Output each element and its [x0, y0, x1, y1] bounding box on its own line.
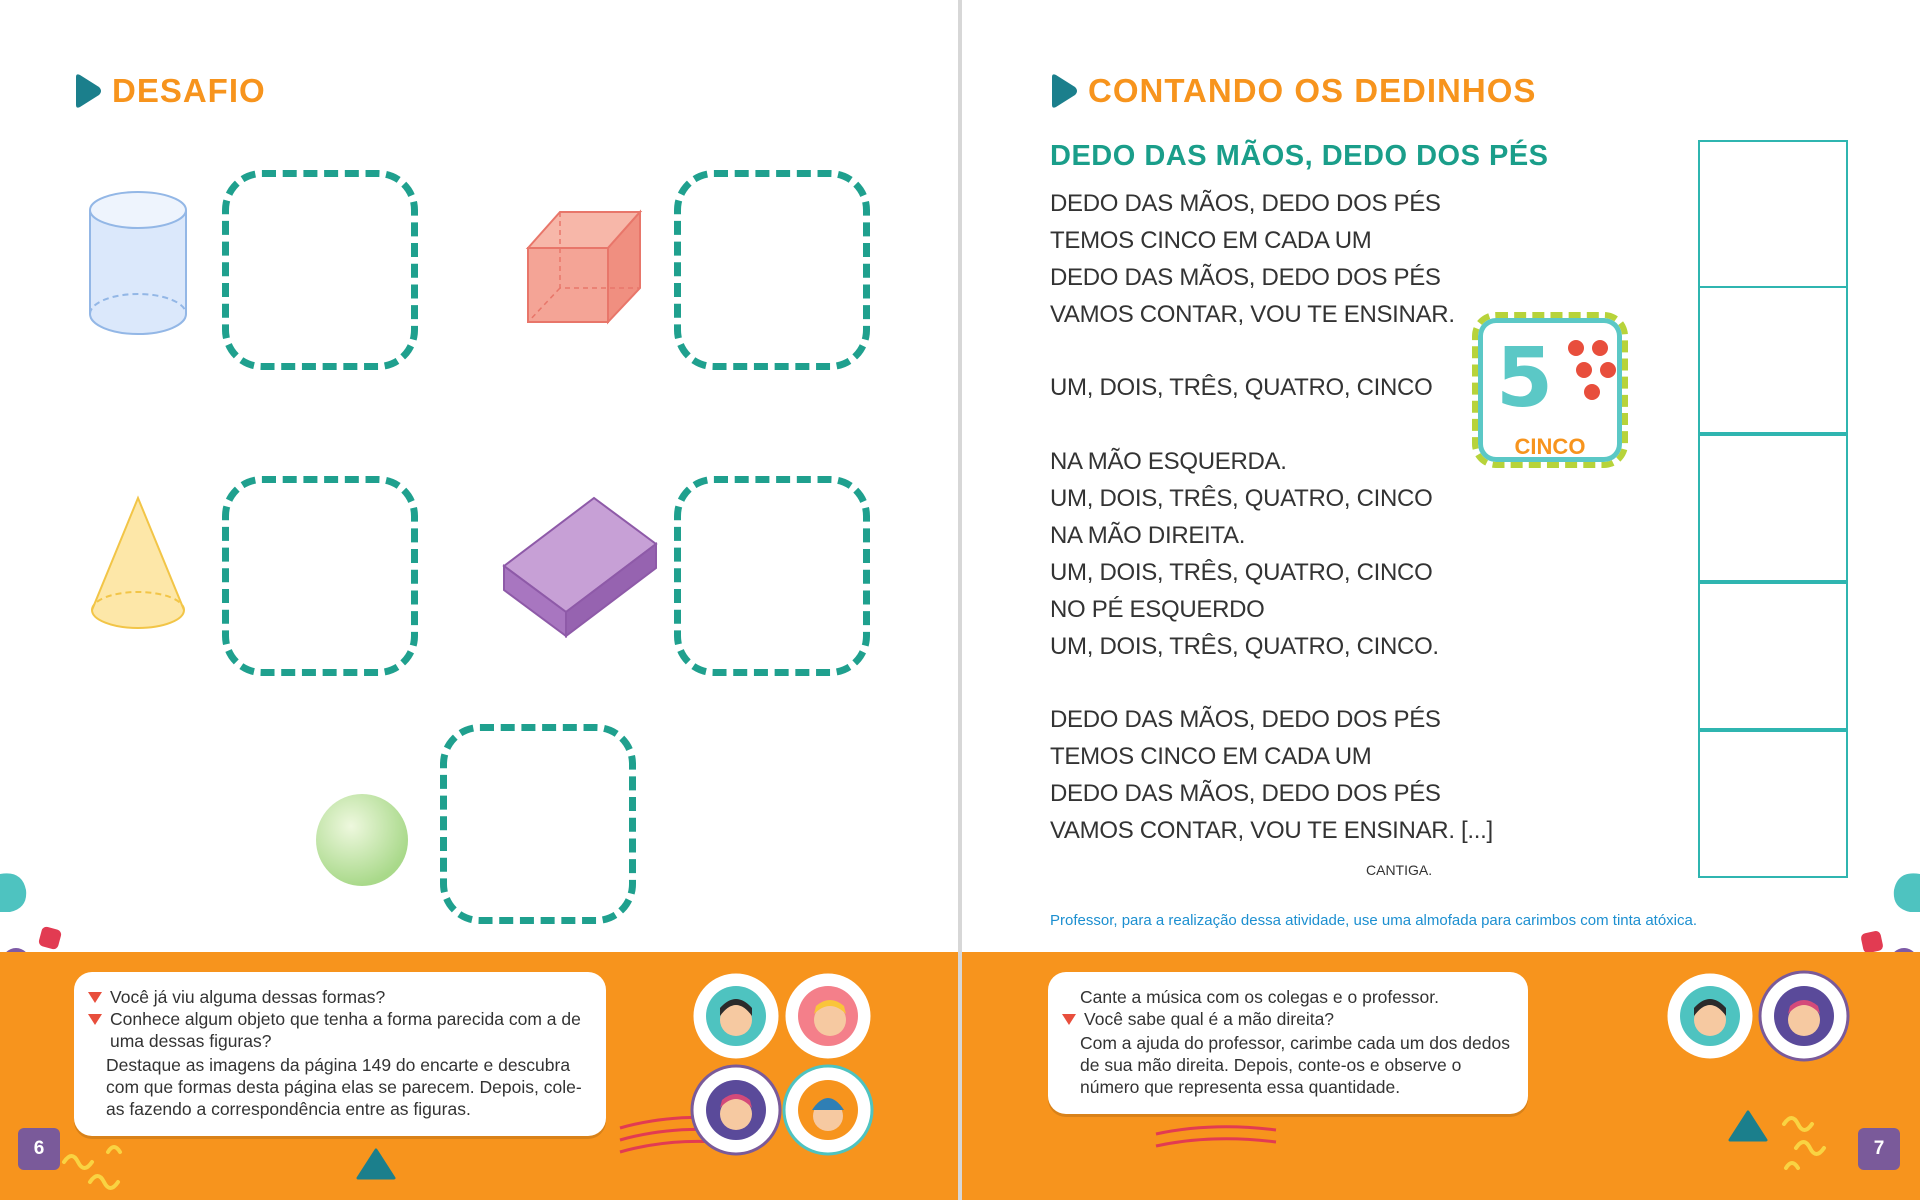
lyric-line: VAMOS CONTAR, VOU TE ENSINAR. [...] — [1050, 817, 1493, 844]
bullet-triangle-icon — [1062, 1014, 1076, 1025]
question-item: Você já viu alguma dessas formas? — [88, 986, 590, 1008]
stamp-cell-3[interactable] — [1698, 434, 1848, 582]
section-title-text: DESAFIO — [112, 72, 266, 109]
instruction-text: Destaque as imagens da página 149 do encarte e descubra com que formas desta página elas se parecem. Depois, cole-as fazendo a correspondência entre as figuras. — [106, 1055, 582, 1119]
rectangular-prism-icon — [500, 494, 660, 640]
lyric-line: DEDO DAS MÃOS, DEDO DOS PÉS — [1050, 706, 1441, 733]
sphere-icon — [314, 792, 410, 888]
teacher-note: Professor, para a realização dessa atividade, use uma almofada para carimbos com tinta atóxica. — [1050, 912, 1698, 929]
title-marker-icon — [1048, 73, 1078, 109]
lyric-line: UM, DOIS, TRÊS, QUATRO, CINCO — [1050, 559, 1433, 586]
triangle-marker-icon — [1728, 1110, 1768, 1142]
lyric-line: NA MÃO ESQUERDA. — [1050, 448, 1287, 475]
paste-slot-sphere[interactable] — [440, 724, 636, 924]
page-number: 6 — [18, 1128, 60, 1170]
cube-icon — [524, 208, 644, 326]
song-credit: CANTIGA. — [1366, 862, 1433, 878]
stamp-cell-4[interactable] — [1698, 582, 1848, 730]
section-title-desafio — [72, 72, 266, 110]
question-item: Conhece algum objeto que tenha a forma parecida com a de uma dessas figuras? — [88, 1008, 590, 1052]
paste-slot-prism[interactable] — [674, 476, 870, 676]
paste-slot-cone[interactable] — [222, 476, 418, 676]
section-title-contando — [1048, 72, 1536, 110]
count-dot — [1592, 340, 1608, 356]
corpo-em-acao-badge — [782, 1064, 874, 1156]
talento-e-arte-badge — [782, 970, 874, 1062]
triangle-marker-icon — [356, 1148, 396, 1180]
scribble-decoration-icon — [1152, 1120, 1282, 1160]
lyric-line: VAMOS CONTAR, VOU TE ENSINAR. — [1050, 301, 1455, 328]
instruction-text: Com a ajuda do professor, carimbe cada um dos dedos de sua mão direita. Depois, conte-os e observe o número que representa essa quantidade. — [1080, 1033, 1510, 1097]
lyric-line: NA MÃO DIREITA. — [1050, 522, 1246, 549]
lyric-line: DEDO DAS MÃOS, DEDO DOS PÉS — [1050, 780, 1441, 807]
question-item: Você sabe qual é a mão direita? — [1062, 1008, 1512, 1030]
stamp-cell-5[interactable] — [1698, 730, 1848, 878]
lyric-line: NO PÉ ESQUERDO — [1050, 596, 1265, 623]
bullet-triangle-icon — [88, 992, 102, 1003]
stamp-cell-1[interactable] — [1698, 140, 1848, 288]
activity-box — [74, 972, 606, 1136]
cone-icon — [88, 494, 188, 636]
count-dot — [1568, 340, 1584, 356]
number-digit: 5 — [1496, 331, 1554, 426]
song-title: DEDO DAS MÃOS, DEDO DOS PÉS — [1050, 140, 1549, 172]
number-card — [1472, 312, 1628, 468]
lyric-line: TEMOS CINCO EM CADA UM — [1050, 743, 1372, 770]
lyric-line: UM, DOIS, TRÊS, QUATRO, CINCO. — [1050, 633, 1439, 660]
cylinder-icon — [86, 188, 190, 340]
lyric-line: TEMOS CINCO EM CADA UM — [1050, 227, 1372, 254]
count-dot — [1584, 384, 1600, 400]
paste-slot-cylinder[interactable] — [222, 170, 418, 370]
mais-que-numeros-badge — [1664, 970, 1756, 1062]
lyric-line: UM, DOIS, TRÊS, QUATRO, CINCO — [1050, 374, 1433, 401]
title-marker-icon — [72, 73, 102, 109]
right-page — [962, 0, 1920, 1200]
lyric-line: DEDO DAS MÃOS, DEDO DOS PÉS — [1050, 264, 1441, 291]
count-dot — [1576, 362, 1592, 378]
mitanga-musical-badge — [690, 1064, 782, 1156]
lyric-line: UM, DOIS, TRÊS, QUATRO, CINCO — [1050, 485, 1433, 512]
lyric-line: DEDO DAS MÃOS, DEDO DOS PÉS — [1050, 190, 1441, 217]
mais-que-numeros-badge — [690, 970, 782, 1062]
left-page — [0, 0, 958, 1200]
activity-box — [1048, 972, 1528, 1114]
squiggle-decoration-icon — [1776, 1104, 1856, 1184]
number-word: CINCO — [1514, 434, 1586, 459]
page-number: 7 — [1858, 1128, 1900, 1170]
squiggle-decoration-icon — [60, 1132, 140, 1192]
paste-slot-cube[interactable] — [674, 170, 870, 370]
instruction-text: Cante a música com os colegas e o professor. — [1080, 987, 1439, 1007]
mitanga-musical-badge — [1758, 970, 1850, 1062]
section-title-text: CONTANDO OS DEDINHOS — [1088, 72, 1537, 109]
stamp-cell-2[interactable] — [1698, 286, 1848, 434]
count-dot — [1600, 362, 1616, 378]
bullet-triangle-icon — [88, 1014, 102, 1025]
